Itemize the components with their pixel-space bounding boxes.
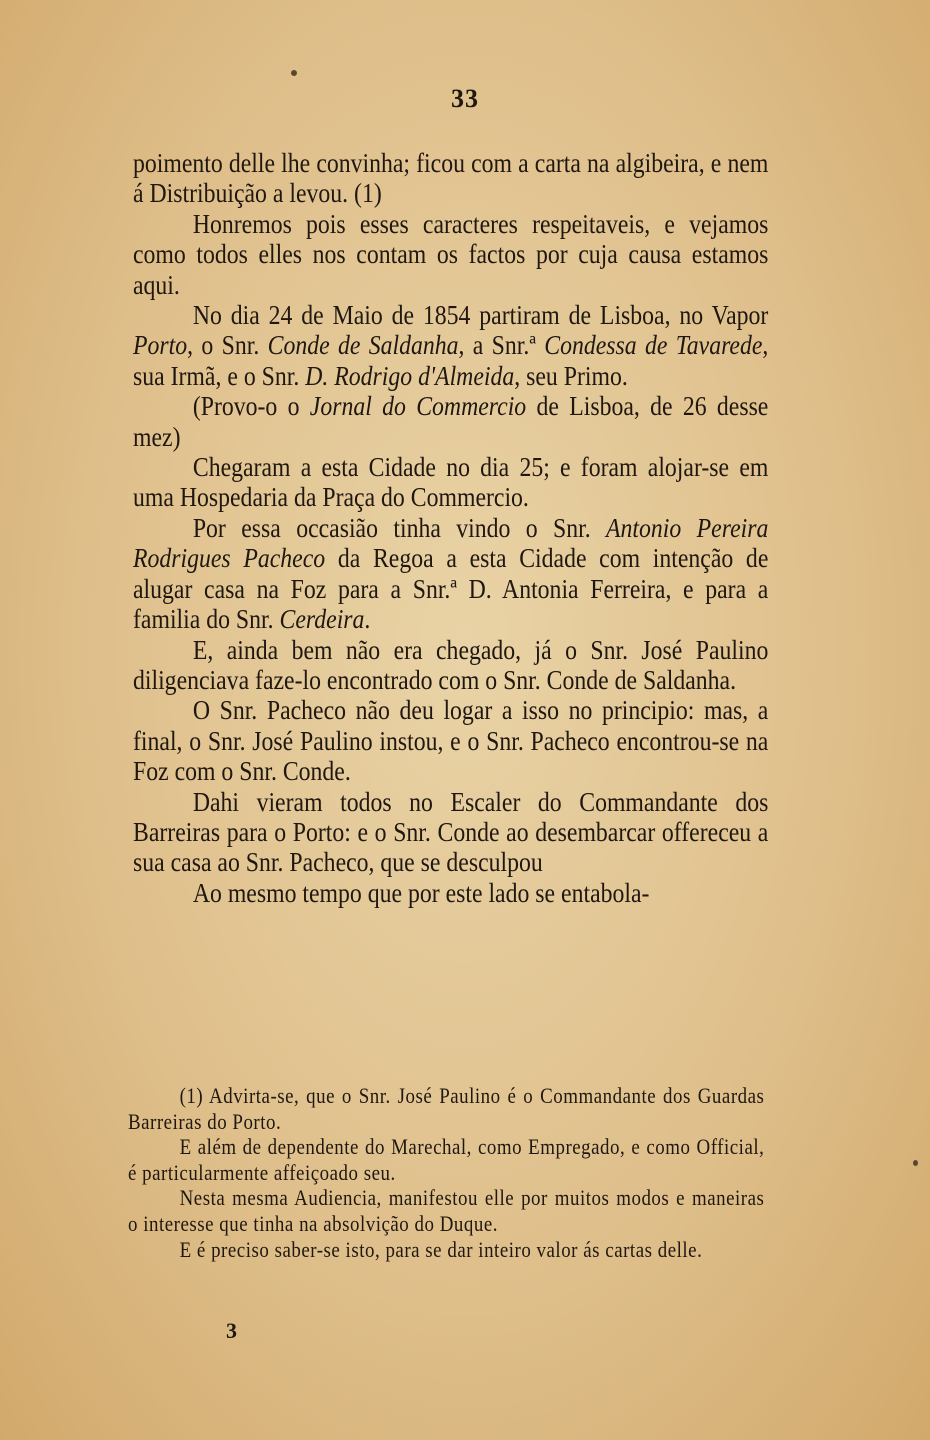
text-run: , seu Primo. bbox=[514, 360, 628, 391]
text-run: da Regoa a esta Cidade com intenção de alugar casa na Foz para a Snr.ª D. Antonia Ferreira, e para a familia do Snr. bbox=[133, 543, 769, 635]
paragraph bbox=[133, 209, 768, 300]
footnote-paragraph: E é preciso saber-se isto, para se dar inteiro valor ás cartas delle. bbox=[179, 1236, 703, 1262]
italic-text: Antonio Pereira Rodrigues Pacheco bbox=[133, 512, 769, 574]
paragraph bbox=[133, 513, 768, 635]
footnote-paragraph: Nesta mesma Audiencia, manifestou elle por muitos modos e maneiras o interesse que tinha na absolvição do Duque. bbox=[128, 1185, 765, 1236]
text-run: Chegaram a esta Cidade no dia 25; e foram alojar-se em uma Hospedaria da Praça do Commercio. bbox=[133, 452, 769, 513]
italic-text: Condessa de Tavarede bbox=[544, 330, 763, 361]
text-run: O Snr. Pacheco não deu logar a isso no principio: mas, a final, o Snr. José Paulino instou, e o Snr. Pacheco encontrou-se na Foz com o Snr. Conde. bbox=[133, 695, 769, 787]
text-run: . bbox=[364, 604, 371, 635]
italic-text: Cerdeira bbox=[279, 604, 365, 635]
text-run: , a Snr.ª bbox=[458, 330, 545, 361]
italic-text: Jornal do Commercio bbox=[309, 391, 527, 422]
footnotes bbox=[128, 1083, 764, 1262]
paragraph bbox=[133, 300, 768, 391]
text-run: Ao mesmo tempo que por este lado se entabola- bbox=[192, 877, 650, 908]
paragraph bbox=[133, 635, 768, 696]
text-run: , sua Irmã, e o Snr. bbox=[133, 330, 769, 391]
ink-speck bbox=[913, 1160, 918, 1166]
ink-speck bbox=[291, 70, 297, 76]
footnote-paragraph: (1) Advirta-se, que o Snr. José Paulino é o Commandante dos Guardas Barreiras do Porto. bbox=[128, 1083, 765, 1134]
page-number: 33 bbox=[451, 84, 479, 113]
main-text bbox=[133, 148, 768, 908]
text-run: , o Snr. bbox=[187, 330, 268, 361]
text-run: de Lisboa, de 26 desse mez) bbox=[133, 391, 769, 452]
italic-text: Conde de Saldanha bbox=[267, 330, 459, 361]
text-run: (Provo-o o bbox=[192, 391, 310, 422]
paragraph bbox=[133, 878, 768, 908]
text-run: No dia 24 de Maio de 1854 partiram de Lisboa, no Vapor bbox=[192, 300, 769, 331]
text-run: E, ainda bem não era chegado, já o Snr. José Paulino diligenciava faze-lo encontrado com o Snr. Conde de Saldanha. bbox=[133, 634, 769, 695]
text-run: Por essa occasião tinha vindo o Snr. bbox=[192, 512, 607, 543]
paragraph bbox=[133, 695, 768, 786]
text-run: Honremos pois esses caracteres respeitaveis, e vejamos como todos elles nos contam os factos por cuja causa estamos aqui. bbox=[133, 208, 769, 300]
text-run: poimento delle lhe convinha; ficou com a carta na algibeira, e nem á Distribuição a levou. (1) bbox=[133, 148, 769, 209]
italic-text: Porto bbox=[133, 330, 188, 361]
signature-mark: 3 bbox=[226, 1318, 237, 1343]
text-run: Dahi vieram todos no Escaler do Commandante dos Barreiras para o Porto: e o Snr. Conde ao desembarcar offereceu a sua casa ao Snr. Pacheco, que se desculpou bbox=[133, 786, 769, 878]
paragraph bbox=[133, 787, 768, 878]
italic-text: D. Rodrigo d'Almeida bbox=[305, 360, 515, 391]
paragraph bbox=[133, 452, 768, 513]
paragraph bbox=[133, 391, 768, 452]
footnote-paragraph: E além de dependente do Marechal, como Empregado, e como Official, é particularmente affeiçoado seu. bbox=[128, 1134, 765, 1185]
paragraph bbox=[133, 148, 768, 209]
